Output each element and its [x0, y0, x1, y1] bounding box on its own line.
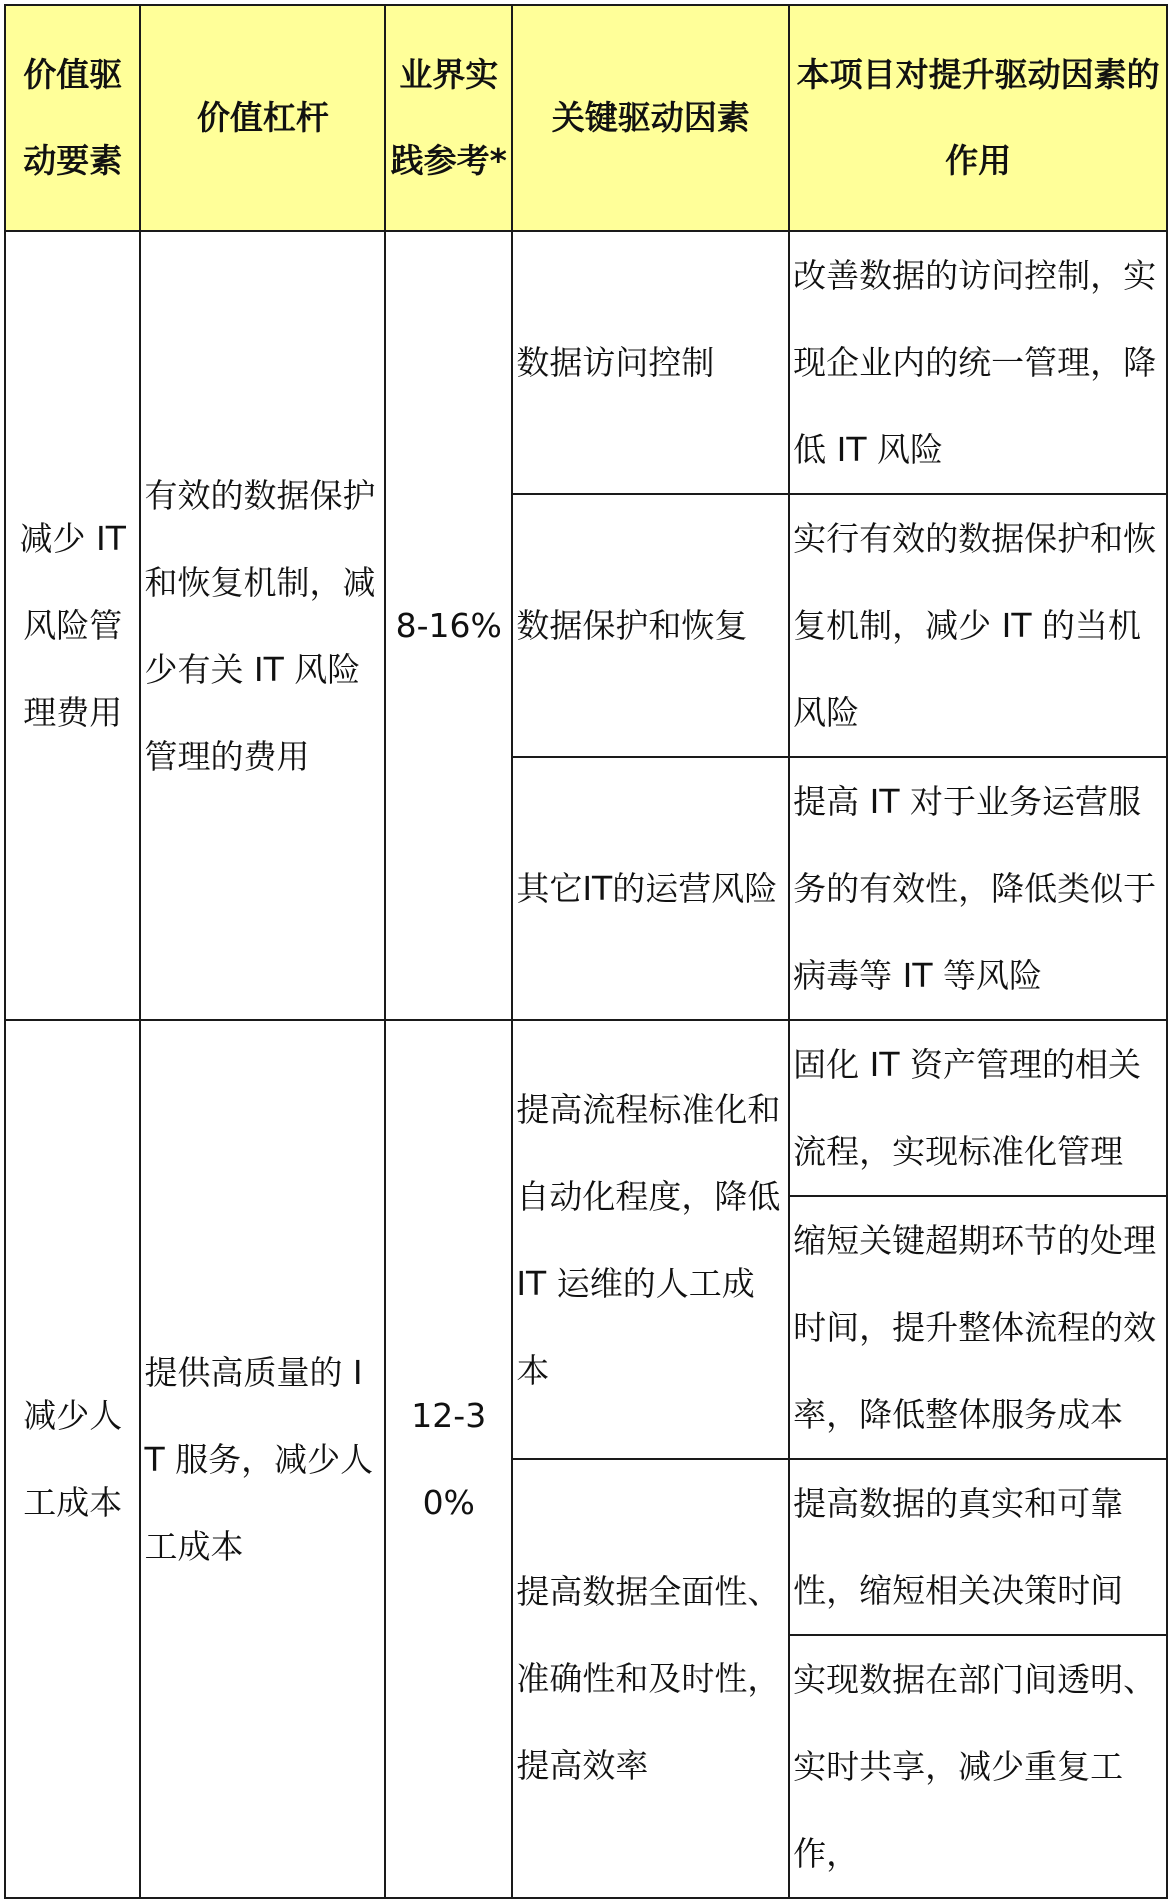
key-driver-cell: 数据访问控制 [512, 231, 789, 494]
header-row [5, 5, 1167, 231]
value-driver-element-cell: 减少 IT 风险管理费用 [5, 231, 140, 1020]
project-effect-cell: 改善数据的访问控制，实现企业内的统一管理，降低 IT 风险 [789, 231, 1167, 494]
project-effect-cell: 实行有效的数据保护和恢复机制，减少 IT 的当机风险 [789, 494, 1167, 757]
project-effect-cell: 缩短关键超期环节的处理时间，提升整体流程的效率，降低整体服务成本 [789, 1196, 1167, 1459]
header-value-lever: 价值杠杆 [140, 5, 385, 231]
value-driver-element-cell: 减少人工成本 [5, 1020, 140, 1898]
header-project-effect: 本项目对提升驱动因素的作用 [789, 5, 1167, 231]
project-effect-cell: 提高 IT 对于业务运营服务的有效性，降低类似于病毒等 IT 等风险 [789, 757, 1167, 1020]
header-industry-reference: 业界实践参考* [385, 5, 512, 231]
key-driver-cell: 其它IT的运营风险 [512, 757, 789, 1020]
header-key-driver: 关键驱动因素 [512, 5, 789, 231]
project-effect-cell: 提高数据的真实和可靠性，缩短相关决策时间 [789, 1459, 1167, 1635]
key-driver-cell: 提高数据全面性、准确性和及时性，提高效率 [512, 1459, 789, 1898]
industry-reference-cell: 12-30% [385, 1020, 512, 1898]
header-value-driver-element: 价值驱动要素 [5, 5, 140, 231]
project-effect-cell: 固化 IT 资产管理的相关流程，实现标准化管理 [789, 1020, 1167, 1196]
key-driver-cell: 数据保护和恢复 [512, 494, 789, 757]
key-driver-cell: 提高流程标准化和自动化程度，降低 IT 运维的人工成本 [512, 1020, 789, 1459]
industry-reference-cell: 8-16% [385, 231, 512, 1020]
table-row [5, 231, 1167, 494]
value-lever-cell: 提供高质量的 IT 服务，减少人工成本 [140, 1020, 385, 1898]
project-effect-cell: 实现数据在部门间透明、实时共享，减少重复工作， [789, 1635, 1167, 1898]
value-lever-cell: 有效的数据保护和恢复机制，减少有关 IT 风险管理的费用 [140, 231, 385, 1020]
table-row [5, 1020, 1167, 1196]
value-driver-table [4, 4, 1168, 1899]
